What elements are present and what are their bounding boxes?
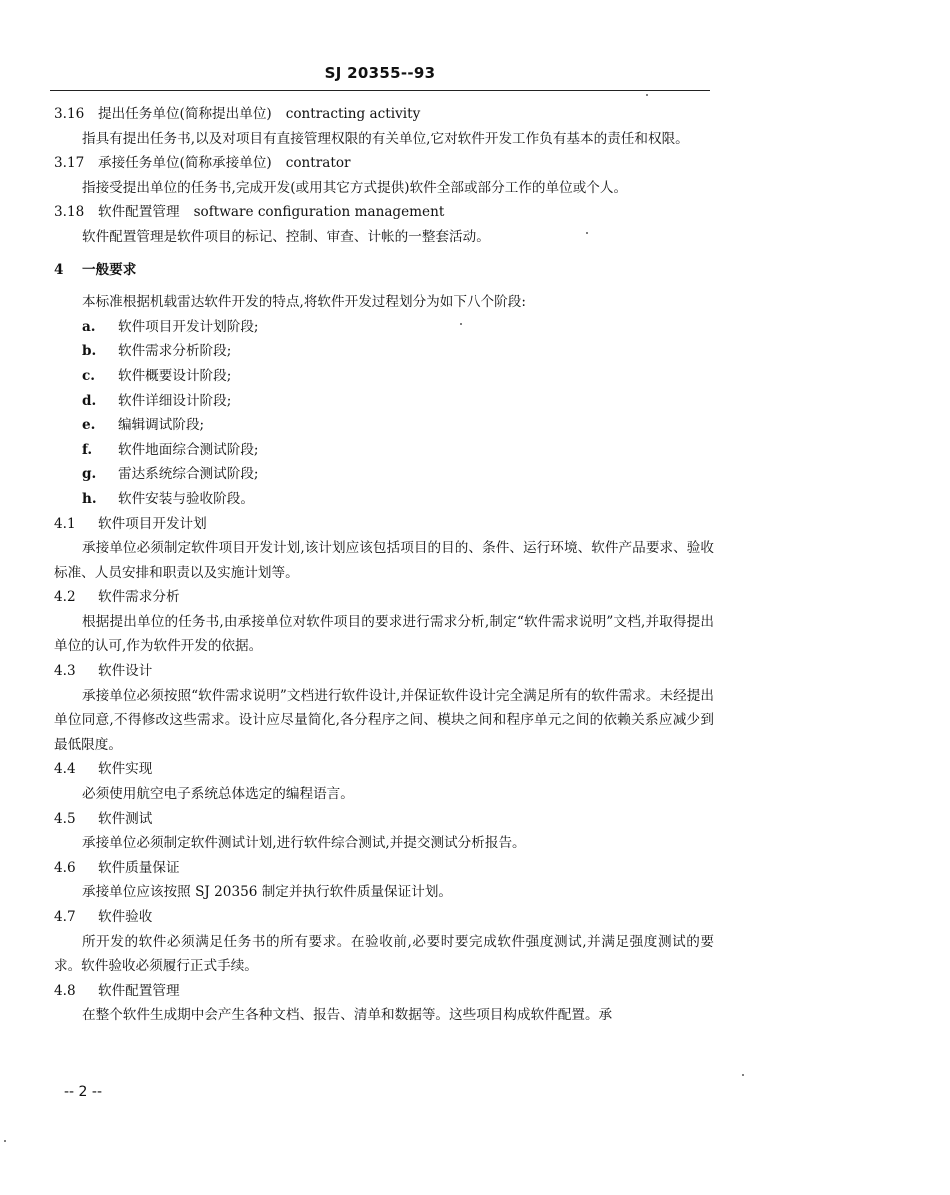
scan-speck <box>460 323 462 325</box>
clause-4-6-text: 承接单位应该按照 SJ 20356 制定并执行软件质量保证计划。 <box>82 884 453 901</box>
clause-number: 4.2 <box>54 589 76 606</box>
clause-4-3-text: 承接单位必须按照“软件需求说明”文档进行软件设计,并保证软件设计完全满足所有的软件需求。未经提出单位同意,不得修改这些需求。设计应尽量简化,各分程序之间、模块之间和程序单元之间的依赖关系应减少到最低限度。 <box>54 687 714 753</box>
clause-number: 4.6 <box>54 859 76 876</box>
list-item-text: 编辑调试阶段; <box>118 417 205 434</box>
scan-speck <box>646 94 648 96</box>
list-item-text: 软件概要设计阶段; <box>118 367 232 384</box>
clause-4-1-heading <box>54 512 714 537</box>
standard-code: SJ 20355--93 <box>324 64 436 82</box>
page-header <box>50 58 710 91</box>
page-number: -- 2 -- <box>64 1084 103 1100</box>
list-item <box>54 389 714 414</box>
clause-title: 软件需求分析 <box>98 589 180 606</box>
clause-4-8-heading <box>54 979 714 1004</box>
list-marker: a. <box>82 318 96 335</box>
clause-3-16-text: 指具有提出任务书,以及对项目有直接管理权限的有关单位,它对软件开发工作负有基本的责任和权限。 <box>82 130 689 147</box>
scan-speck <box>742 1074 744 1076</box>
list-marker: e. <box>82 417 96 434</box>
document-body <box>54 102 714 1028</box>
section-4-intro: 本标准根据机载雷达软件开发的特点,将软件开发过程划分为如下八个阶段: <box>82 294 526 311</box>
clause-number: 4.5 <box>54 810 76 827</box>
list-item-text: 软件安装与验收阶段。 <box>118 490 254 507</box>
list-marker: c. <box>82 367 96 384</box>
clause-number: 4.8 <box>54 982 76 999</box>
clause-title: 软件项目开发计划 <box>98 515 207 532</box>
clause-4-7-text: 所开发的软件必须满足任务书的所有要求。在验收前,必要时要完成软件强度测试,并满足强度测试的要求。软件验收必须履行正式手续。 <box>54 933 714 975</box>
list-item <box>54 487 714 512</box>
clause-english-term: software configuration management <box>193 204 445 221</box>
clause-4-5-text: 承接单位必须制定软件测试计划,进行软件综合测试,并提交测试分析报告。 <box>82 835 526 852</box>
list-item <box>54 462 714 487</box>
section-4-heading <box>54 258 714 283</box>
list-marker: d. <box>82 392 97 409</box>
clause-4-8-text: 在整个软件生成期中会产生各种文档、报告、清单和数据等。这些项目构成软件配置。承 <box>82 1007 613 1024</box>
clause-number: 4.3 <box>54 663 76 680</box>
clause-4-2-text: 根据提出单位的任务书,由承接单位对软件项目的要求进行需求分析,制定“软件需求说明”文档,并取得提出单位的认可,作为软件开发的依据。 <box>54 613 714 655</box>
list-item <box>54 413 714 438</box>
section-title: 一般要求 <box>82 261 137 278</box>
list-item <box>54 364 714 389</box>
clause-3-16-heading <box>54 102 714 127</box>
clause-number: 3.16 <box>54 106 85 122</box>
clause-title: 软件配置管理 <box>98 204 180 221</box>
list-item-text: 软件项目开发计划阶段; <box>118 318 259 335</box>
clause-number: 4.7 <box>54 909 76 925</box>
list-item-text: 雷达系统综合测试阶段; <box>118 466 259 483</box>
clause-title: 软件实现 <box>98 761 153 778</box>
clause-title: 软件测试 <box>98 810 153 827</box>
list-marker: g. <box>82 466 97 483</box>
list-item-text: 软件地面综合测试阶段; <box>118 441 259 458</box>
clause-3-18-text: 软件配置管理是软件项目的标记、控制、审查、计帐的一整套活动。 <box>82 228 490 245</box>
clause-english-term: contrator <box>285 155 351 172</box>
clause-4-5-heading <box>54 807 714 832</box>
clause-4-1-text: 承接单位必须制定软件项目开发计划,该计划应该包括项目的目的、条件、运行环境、软件产品要求、验收标准、人员安排和职责以及实施计划等。 <box>54 540 714 581</box>
list-item-text: 软件需求分析阶段; <box>118 343 232 360</box>
list-item-text: 软件详细设计阶段; <box>118 392 232 409</box>
list-item <box>54 315 714 340</box>
clause-4-6-heading <box>54 856 714 881</box>
clause-3-17-text: 指接受提出单位的任务书,完成开发(或用其它方式提供)软件全部或部分工作的单位或个人。 <box>82 179 628 196</box>
scan-speck <box>4 1140 6 1142</box>
clause-number: 4.1 <box>54 515 76 532</box>
list-marker: b. <box>82 343 97 360</box>
clause-4-2-heading <box>54 585 714 610</box>
clause-number: 3.17 <box>54 155 85 172</box>
clause-english-term: contracting activity <box>285 106 421 122</box>
clause-title: 软件质量保证 <box>98 859 180 876</box>
clause-title: 软件设计 <box>98 663 153 680</box>
clause-number: 4.4 <box>54 761 76 778</box>
list-marker: f. <box>82 441 93 458</box>
clause-title: 提出任务单位(简称提出单位) <box>98 106 272 122</box>
clause-title: 软件配置管理 <box>98 982 180 999</box>
section-number: 4 <box>54 261 64 278</box>
list-marker: h. <box>82 490 97 507</box>
clause-number: 3.18 <box>54 204 85 221</box>
clause-4-3-heading <box>54 659 714 684</box>
clause-title: 承接任务单位(简称承接单位) <box>98 155 272 172</box>
scan-speck <box>586 232 588 234</box>
clause-4-7-heading <box>54 905 714 930</box>
clause-title: 软件验收 <box>98 909 153 925</box>
clause-4-4-text: 必须使用航空电子系统总体选定的编程语言。 <box>82 786 354 803</box>
clause-3-17-heading <box>54 151 714 176</box>
clause-3-18-heading <box>54 200 714 225</box>
list-item <box>54 339 714 364</box>
list-item <box>54 438 714 463</box>
stage-list <box>54 315 714 512</box>
clause-4-4-heading <box>54 757 714 782</box>
